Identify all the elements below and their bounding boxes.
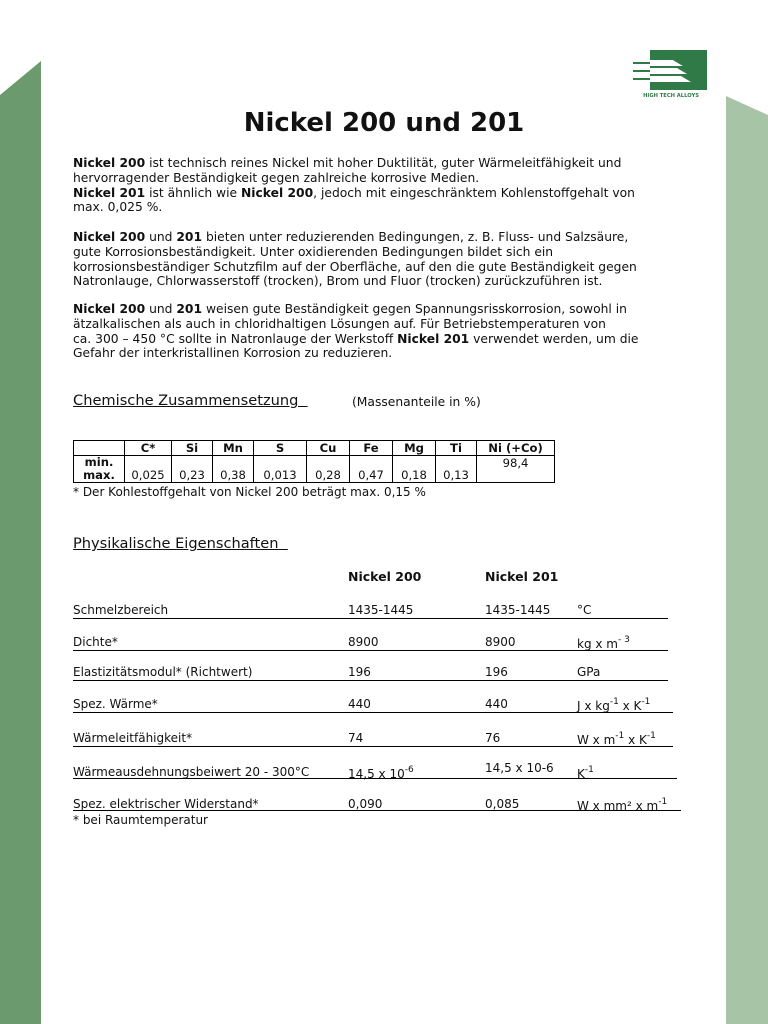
chem-units-note: (Massenanteile in %) [352,395,481,409]
chem-composition-table [73,440,555,483]
property-label: Schmelzbereich [73,603,169,617]
table-cell: 0,38 [213,456,254,483]
table-cell: 0,18 [393,456,436,483]
row-underline [73,680,668,681]
table-header-cell: Ni (+Co) [477,441,555,456]
property-unit: $K^{-1}$ [577,765,594,781]
column-header-nickel-200: Nickel 200 [348,569,422,584]
table-header-cell: Mg [393,441,436,456]
property-label: Wärmeleitfähigkeit* [73,731,193,745]
row-underline [73,778,677,779]
property-unit: W x $m^{-1}$ x $K^{-1}$ [577,731,656,747]
property-value-201: 440 [485,697,508,711]
right-decorative-band [726,115,768,1024]
property-unit: GPa [577,665,601,679]
table-header-cell: Ti [436,441,477,456]
row-underline [73,712,673,713]
table-cell: 98,4 [477,456,555,483]
table-cell: 0,47 [350,456,393,483]
phys-footnote: * bei Raumtemperatur [73,813,208,827]
property-value-200: 196 [348,665,371,679]
row-label-min-max: min. max. [74,456,125,483]
table-cell: 0,13 [436,456,477,483]
table-header-row [74,441,555,456]
property-value-200: 1435-1445 [348,603,414,617]
property-value-200: 0,090 [348,797,383,811]
phys-section-heading: Physikalische Eigenschaften [73,535,288,552]
table-header-cell: Si [172,441,213,456]
property-unit: J x $kg^{-1}$ x $K^{-1}$ [577,697,651,713]
property-label: Spez. Wärme* [73,697,158,711]
company-logo [633,48,709,98]
table-header-cell: S [254,441,307,456]
svg-text:HIGH TECH ALLOYS: HIGH TECH ALLOYS [643,93,699,98]
table-header-cell: Fe [350,441,393,456]
intro-paragraph-2: Nickel 200 und 201 bieten unter reduzierenden Bedingungen, z. B. Fluss- und Salzsäure, gute Korrosionsbeständigkeit. Unter oxidierenden Bedingungen bildet sich ein korrosionsbeständiger Schutzfilm auf der Oberfläche, auf den die gute Beständigkeit gegen Natronlauge, Chlorwasserstoff (trocken), Brom und Fluor (trocken) zurückzuführen ist. [73,230,637,289]
left-decorative-band [0,95,41,1024]
property-value-201: 1435-1445 [485,603,551,617]
property-value-200: 8900 [348,635,379,649]
property-value-201: 0,085 [485,797,520,811]
property-unit: kg x $m^{- 3}$ [577,635,630,651]
intro-paragraph-3: Nickel 200 und 201 weisen gute Beständigkeit gegen Spannungsrisskorrosion, sowohl in ätzalkalischen als auch in chloridhaltigen Lösungen auf. Für Betriebstemperaturen von ca. 300 – 450 °C sollte in Natronlauge der Werkstoff Nickel 201 verwendet werden, um die Gefahr der interkristallinen Korrosion zu reduzieren. [73,302,639,361]
table-cell: 0,025 [125,456,172,483]
chem-footnote: * Der Kohlestoffgehalt von Nickel 200 beträgt max. 0,15 % [73,485,426,499]
column-header-nickel-201: Nickel 201 [485,569,559,584]
property-value-200: 74 [348,731,364,745]
property-value-201: 14,5 x 10-6 [485,761,554,775]
table-header-cell: Cu [307,441,350,456]
row-underline [73,746,673,747]
table-header-cell: Mn [213,441,254,456]
table-header-cell: C* [125,441,172,456]
table-cell: 0,28 [307,456,350,483]
property-value-201: 76 [485,731,501,745]
page-title: Nickel 200 und 201 [243,108,525,138]
chem-section-heading: Chemische Zusammensetzung [73,392,308,409]
table-row [74,456,555,483]
intro-paragraph-1: Nickel 200 ist technisch reines Nickel mit hoher Duktilität, guter Wärmeleitfähigkeit und hervorragender Beständigkeit gegen zahlreiche korrosive Medien. Nickel 201 ist ähnlich wie Nickel 200, jedoch mit eingeschränktem Kohlenstoffgehalt von max. 0,025 %. [73,156,635,215]
property-value-200: 440 [348,697,371,711]
property-label: Elastizitätsmodul* (Richtwert) [73,665,253,679]
property-value-201: 196 [485,665,508,679]
property-label: Dichte* [73,635,118,649]
table-corner-cell [74,441,125,456]
table-cell: 0,013 [254,456,307,483]
table-cell: 0,23 [172,456,213,483]
row-underline [73,810,681,811]
property-unit: W x mm² x $m^{-1}$ [577,797,668,813]
row-underline [73,618,668,619]
row-underline [73,650,668,651]
property-label: Spez. elektrischer Widerstand* [73,797,259,811]
property-value-200: 14,5 x $10^{-6}$ [348,765,414,781]
property-label: Wärmeausdehnungsbeiwert 20 - 300°C [73,765,310,779]
property-unit: °C [577,603,592,617]
property-value-201: 8900 [485,635,516,649]
